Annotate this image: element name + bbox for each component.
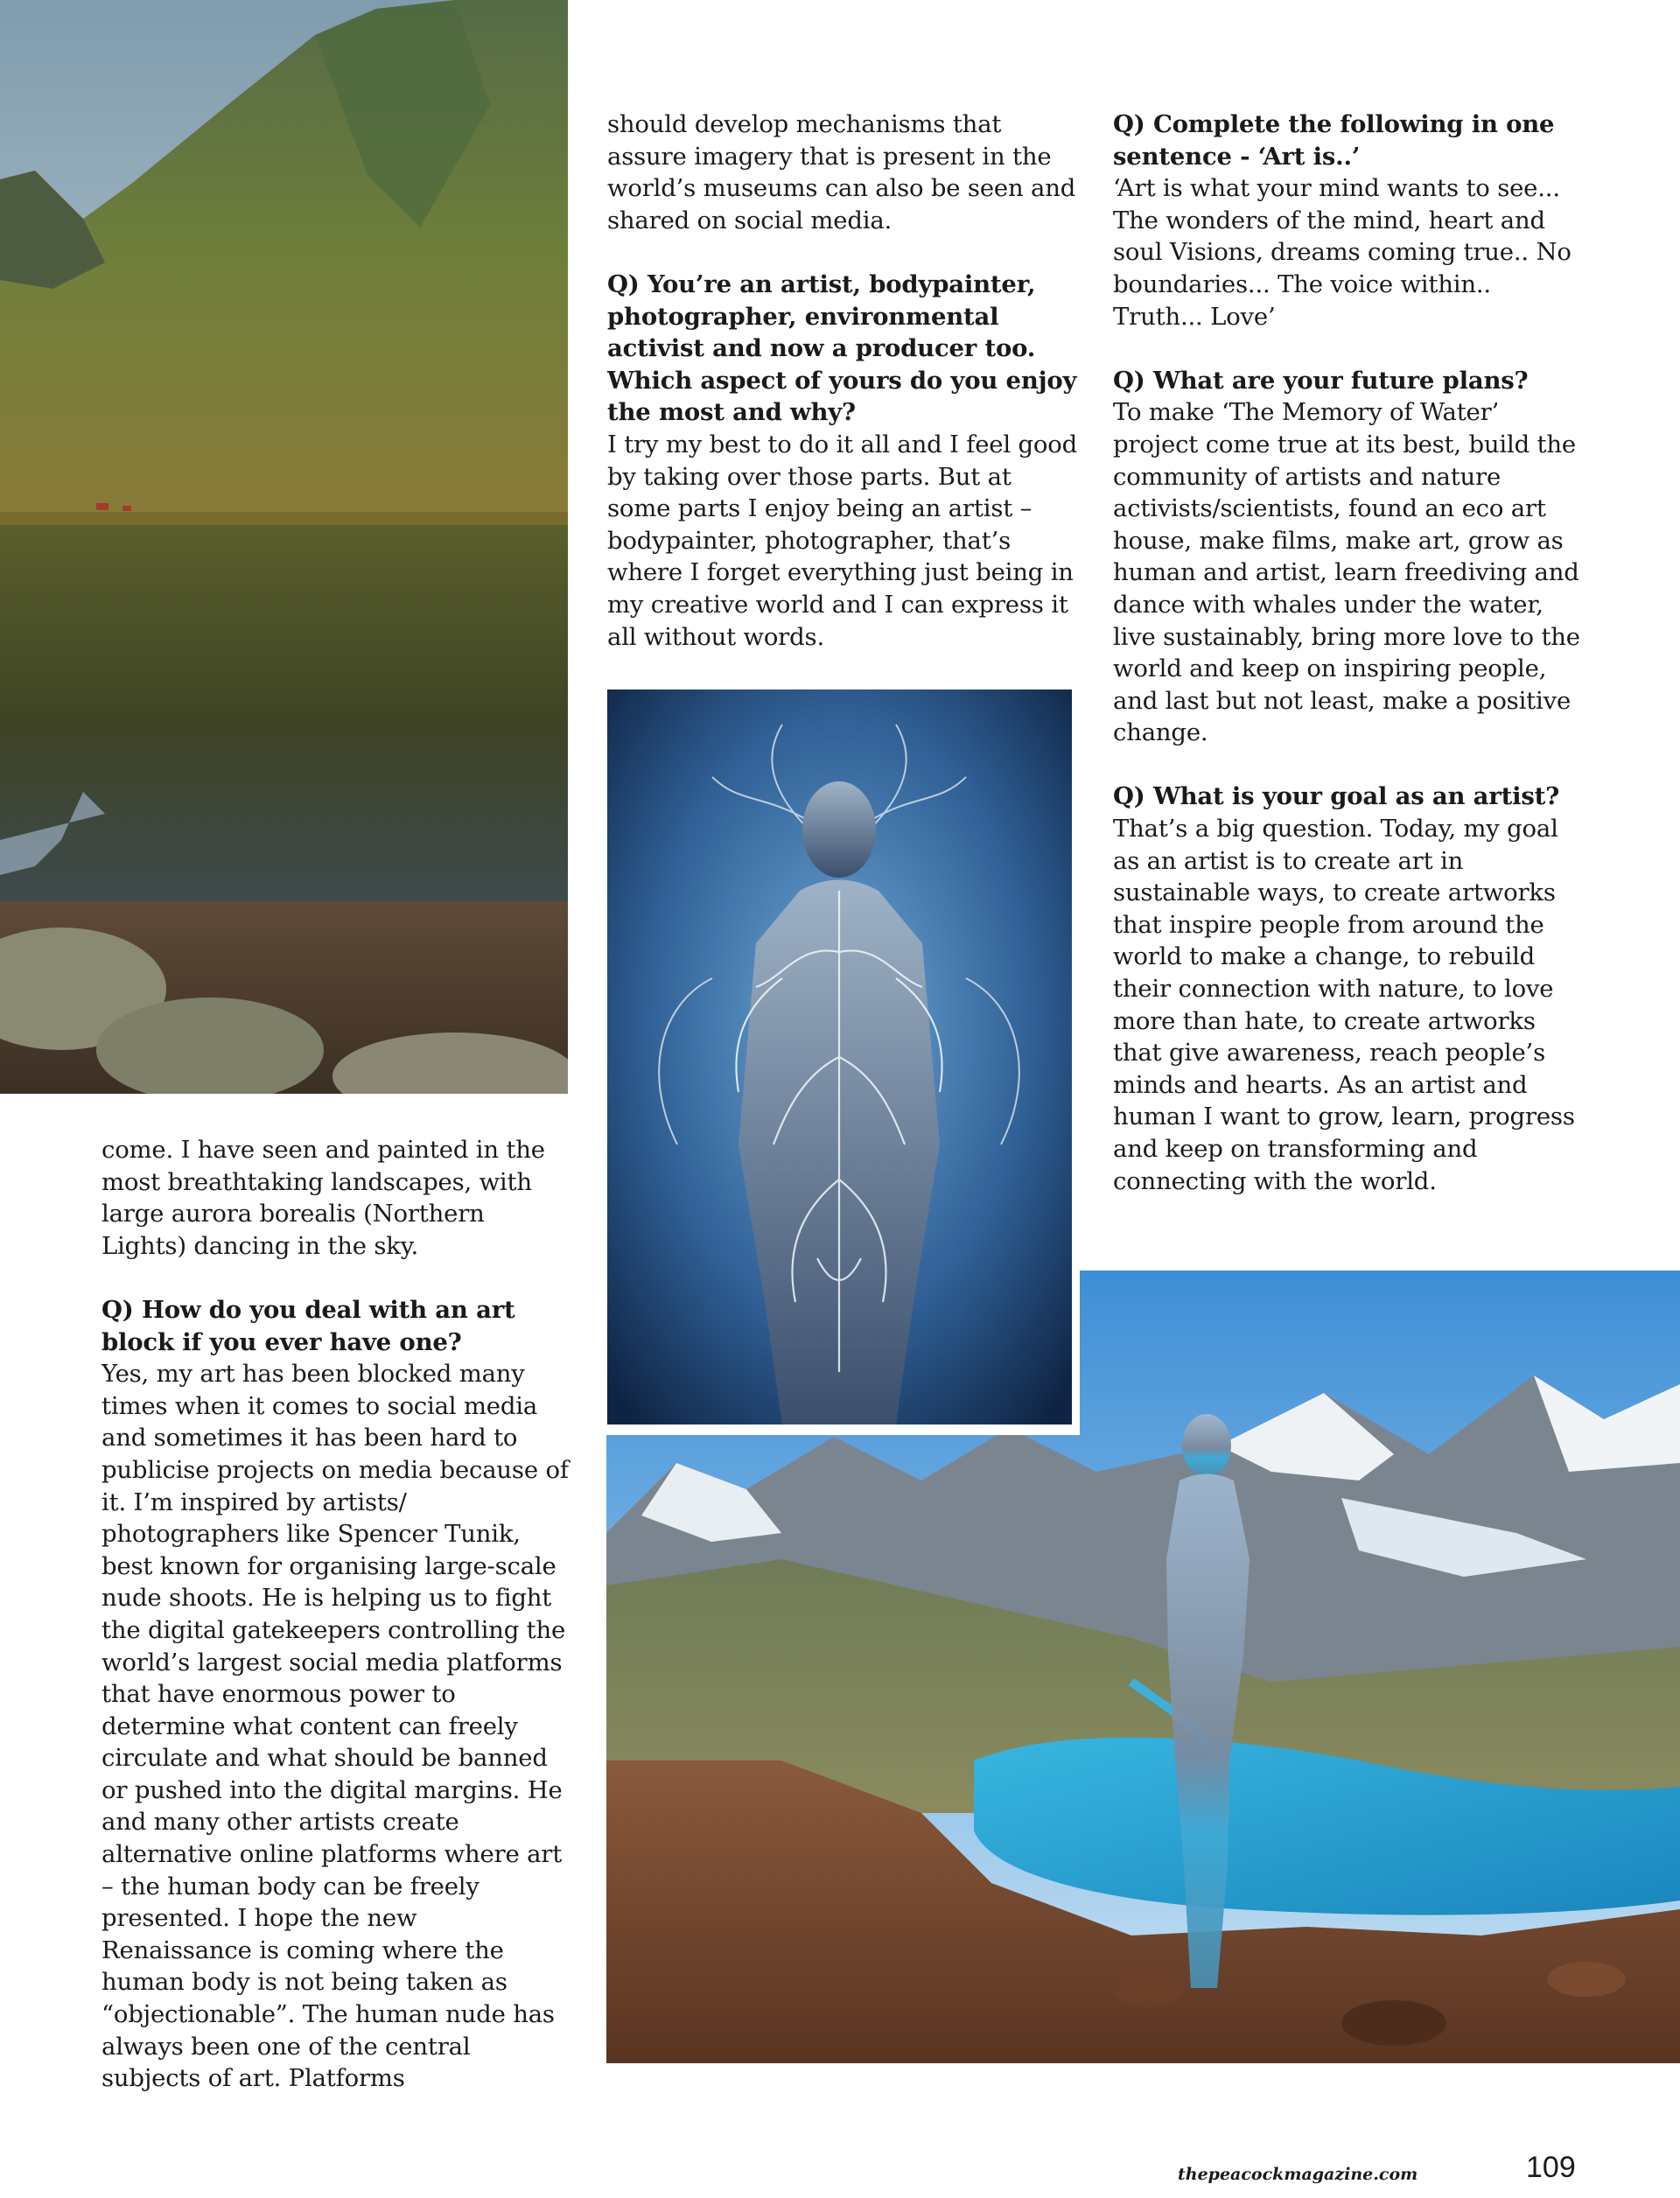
bodypaint-photo-icon — [607, 690, 1072, 1424]
fjord-landscape-photo — [0, 0, 568, 1094]
col2-question: Q) You’re an artist, bodypainter, photographer, environmental activist and now a producer too. Which aspect of yours do you enjoy the most and why? — [607, 270, 1077, 427]
landscape-photo-icon — [0, 0, 568, 1094]
coral-bodypaint-photo — [607, 690, 1072, 1424]
col3-question-2: Q) What are your future plans? — [1113, 366, 1529, 395]
col2-qa-block — [607, 269, 1080, 653]
col1-answer: Yes, my art has been blocked many times when it comes to social media and sometimes it has been hard to publicise projects on media because of it. I’m inspired by artists/ photographers like Spencer Tunik, best known for organising large-scale nude shoots. He is helping us to fight the digital gatekeepers controlling the world’s largest social media platforms that have enormous power to determine what content can freely circulate and what should be banned or pushed into the digital margins. He and many other artists create alternative online platforms where art – the human body can be freely presented. I hope the new Renaissance is coming where the human body is not being taken as “objectionable”. The human nude has always been one of the central subjects of art. Platforms — [102, 1360, 569, 2093]
col3-answer-2: To make ‘The Memory of Water’ project come true at its best, build the community of artists and nature activists/scientists, found an eco art house, make films, make art, grow as human and artist, learn freediving and dance with whales under the water, live sustainably, bring more love to the world and keep on inspiring people, and last but not least, make a positive change. — [1113, 398, 1580, 747]
col3-qa-block-2 — [1113, 365, 1586, 749]
col3-qa-block-3 — [1113, 780, 1586, 1197]
col3-question-1: Q) Complete the following in one sentence - ‘Art is..’ — [1113, 110, 1555, 171]
col1-qa-block — [102, 1294, 574, 2095]
column-2 — [607, 108, 1080, 653]
col3-answer-3: That’s a big question. Today, my goal as an artist is to create art in sustainable ways, to create artworks that inspire people from around the world to make a change, to rebuild their connection with nature, to love more than hate, to create artworks that give awareness, reach people’s minds and hearts. As an artist and human I want to grow, learn, progress and keep on transforming and connecting with the world. — [1113, 815, 1575, 1195]
col3-answer-1: ‘Art is what your mind wants to see... The wonders of the mind, heart and soul Visions, dreams coming true.. No boundaries... The voice within.. Truth... Love’ — [1113, 174, 1572, 331]
col3-question-3: Q) What is your goal as an artist? — [1113, 782, 1560, 811]
column-3 — [1113, 108, 1586, 1197]
footer-website: thepeacockmagazine.com — [1178, 2165, 1418, 2184]
page-number: 109 — [1526, 2151, 1576, 2184]
col2-answer: I try my best to do it all and I feel good by taking over those parts. But at some parts I enjoy being an artist – bodypainter, photographer, that’s where I forget everything just being in my creative world and I can express it all without words. — [607, 430, 1078, 651]
col1-paragraph: come. I have seen and painted in the most breathtaking landscapes, with large aurora borealis (Northern Lights) dancing in the sky. — [102, 1136, 545, 1260]
col3-qa-block-1 — [1113, 108, 1586, 332]
column-1 — [102, 1134, 574, 2095]
col1-question: Q) How do you deal with an art block if you ever have one? — [102, 1295, 515, 1356]
col2-paragraph: should develop mechanisms that assure imagery that is present in the world’s museums can also be seen and shared on social media. — [607, 110, 1076, 234]
